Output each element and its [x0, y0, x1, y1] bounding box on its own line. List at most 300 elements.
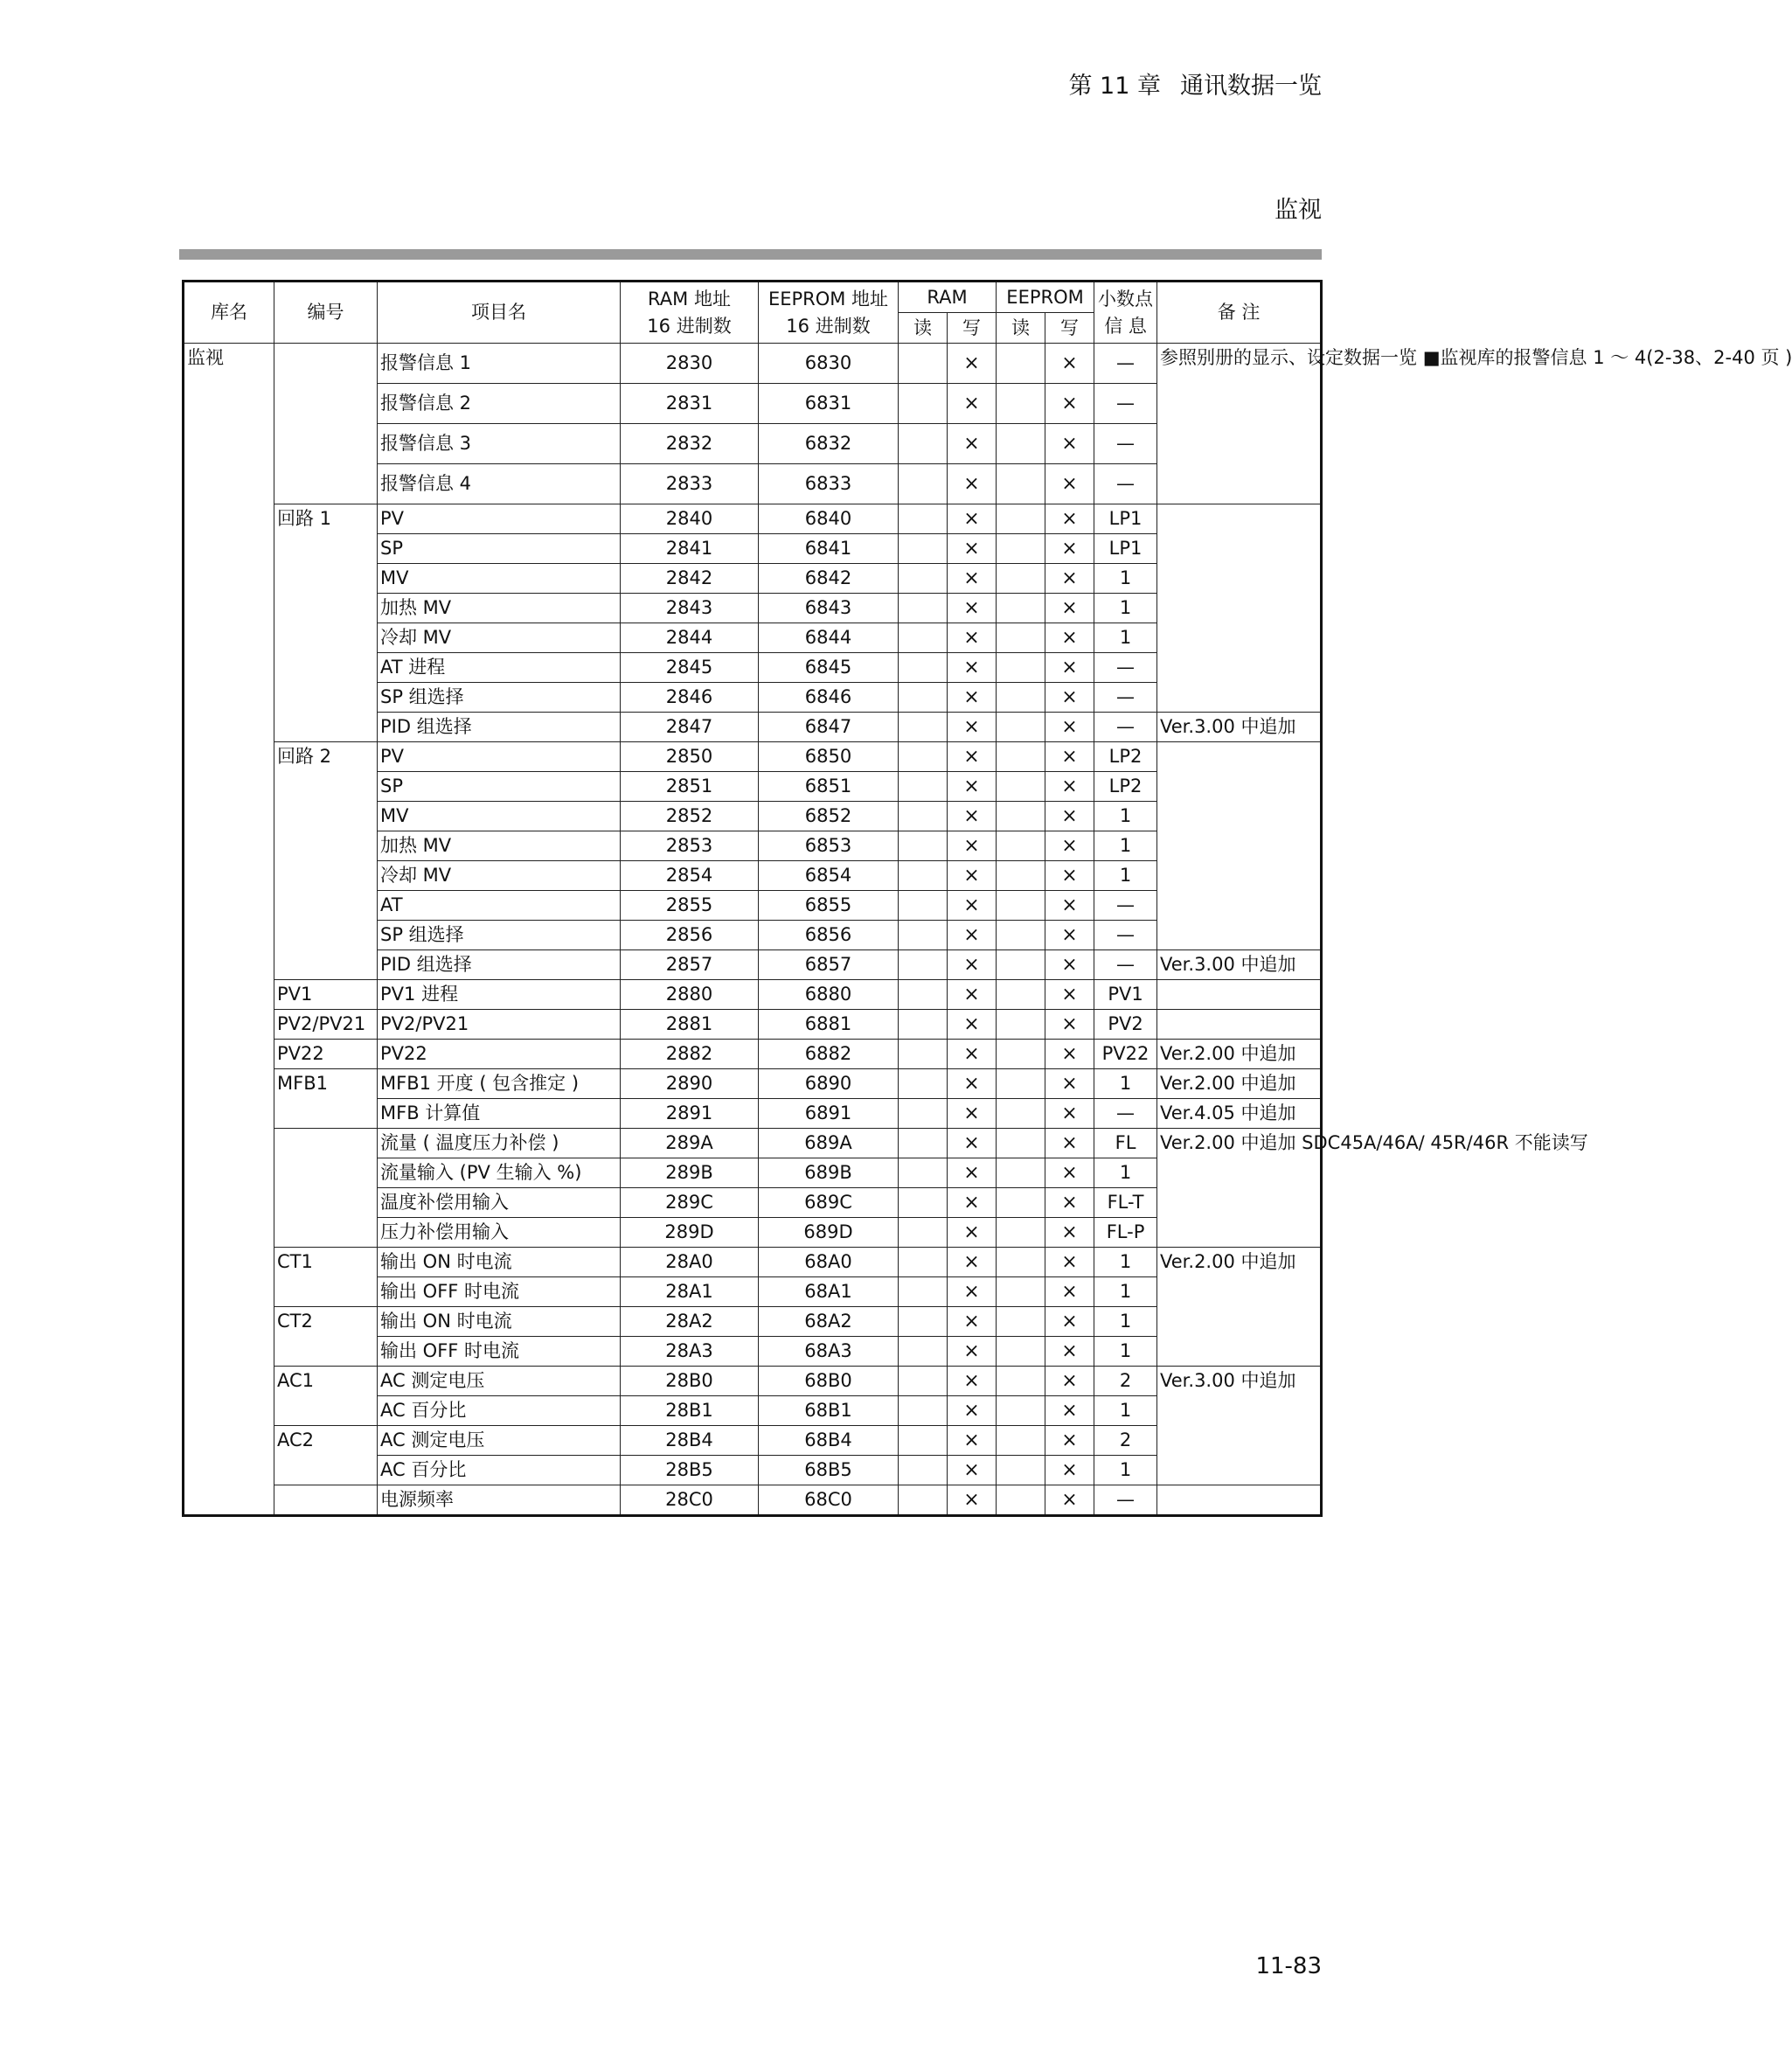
ram-address-cell: 28A1: [621, 1277, 759, 1307]
table-row: [184, 504, 1322, 534]
library-name-cell: 监视: [184, 344, 274, 1516]
ram-address-cell: 289A: [621, 1129, 759, 1158]
page-number: 11-83: [1255, 1953, 1322, 1979]
item-name-cell: PV1 进程: [378, 980, 621, 1010]
ram-read-cell: [899, 921, 948, 950]
eeprom-read-cell: [997, 623, 1045, 653]
ram-write-cell: ×: [948, 861, 997, 891]
ram-read-cell: [899, 594, 948, 623]
eeprom-read-cell: [997, 1337, 1045, 1367]
decimal-point-cell: 1: [1094, 1248, 1157, 1277]
header-ram-write: 写: [948, 313, 997, 344]
ram-write-cell: ×: [948, 1426, 997, 1456]
eeprom-read-cell: [997, 594, 1045, 623]
decimal-point-cell: LP2: [1094, 772, 1157, 802]
note-cell: [1157, 980, 1322, 1010]
decimal-point-cell: 1: [1094, 1158, 1157, 1188]
group-number-cell: [274, 1129, 378, 1248]
item-name-cell: AT 进程: [378, 653, 621, 683]
eeprom-read-cell: [997, 424, 1045, 464]
ram-address-cell: 289B: [621, 1158, 759, 1188]
group-number-cell: 回路 2: [274, 742, 378, 980]
decimal-point-cell: PV22: [1094, 1040, 1157, 1069]
ram-address-cell: 2830: [621, 344, 759, 384]
eeprom-write-cell: ×: [1045, 1040, 1094, 1069]
eeprom-read-cell: [997, 950, 1045, 980]
decimal-point-cell: —: [1094, 683, 1157, 713]
decimal-point-cell: 1: [1094, 1307, 1157, 1337]
item-name-cell: AT: [378, 891, 621, 921]
ram-address-cell: 2854: [621, 861, 759, 891]
eeprom-read-cell: [997, 831, 1045, 861]
item-name-cell: SP 组选择: [378, 921, 621, 950]
decimal-point-cell: PV2: [1094, 1010, 1157, 1040]
item-name-cell: PV: [378, 504, 621, 534]
ram-read-cell: [899, 1307, 948, 1337]
ram-address-cell: 2841: [621, 534, 759, 564]
ram-read-cell: [899, 683, 948, 713]
decimal-point-cell: 1: [1094, 1456, 1157, 1485]
ram-address-cell: 28B4: [621, 1426, 759, 1456]
decimal-point-cell: LP2: [1094, 742, 1157, 772]
eeprom-address-cell: 689C: [759, 1188, 899, 1218]
ram-read-cell: [899, 1367, 948, 1396]
eeprom-read-cell: [997, 683, 1045, 713]
eeprom-address-cell: 6851: [759, 772, 899, 802]
ram-write-cell: ×: [948, 1485, 997, 1516]
eeprom-write-cell: ×: [1045, 891, 1094, 921]
ram-write-cell: ×: [948, 980, 997, 1010]
eeprom-read-cell: [997, 1040, 1045, 1069]
ram-write-cell: ×: [948, 831, 997, 861]
eeprom-read-cell: [997, 1010, 1045, 1040]
ram-read-cell: [899, 891, 948, 921]
ram-read-cell: [899, 1396, 948, 1426]
note-cell: [1157, 1485, 1322, 1516]
ram-write-cell: ×: [948, 921, 997, 950]
eeprom-address-cell: 68A3: [759, 1337, 899, 1367]
ram-write-cell: ×: [948, 534, 997, 564]
decimal-point-cell: —: [1094, 713, 1157, 742]
decimal-point-cell: 2: [1094, 1367, 1157, 1396]
ram-read-cell: [899, 534, 948, 564]
eeprom-write-cell: ×: [1045, 802, 1094, 831]
decimal-point-cell: 1: [1094, 623, 1157, 653]
eeprom-read-cell: [997, 534, 1045, 564]
item-name-cell: 报警信息 1: [378, 344, 621, 384]
eeprom-read-cell: [997, 344, 1045, 384]
eeprom-address-cell: 6850: [759, 742, 899, 772]
ram-write-cell: ×: [948, 1337, 997, 1367]
decimal-point-cell: LP1: [1094, 504, 1157, 534]
eeprom-address-cell: 6844: [759, 623, 899, 653]
group-number-cell: [274, 344, 378, 504]
eeprom-address-cell: 6855: [759, 891, 899, 921]
eeprom-read-cell: [997, 564, 1045, 594]
decimal-point-cell: 1: [1094, 564, 1157, 594]
eeprom-write-cell: ×: [1045, 772, 1094, 802]
eeprom-read-cell: [997, 891, 1045, 921]
decimal-point-cell: 1: [1094, 1277, 1157, 1307]
ram-write-cell: ×: [948, 1158, 997, 1188]
eeprom-write-cell: ×: [1045, 1396, 1094, 1426]
ram-read-cell: [899, 1040, 948, 1069]
ram-address-cell: 28C0: [621, 1485, 759, 1516]
eeprom-address-cell: 6854: [759, 861, 899, 891]
ram-write-cell: ×: [948, 424, 997, 464]
item-name-cell: 输出 ON 时电流: [378, 1248, 621, 1277]
header-item: 项目名: [378, 282, 621, 344]
item-name-cell: 报警信息 4: [378, 464, 621, 504]
table-row: [184, 1129, 1322, 1158]
ram-address-cell: 2846: [621, 683, 759, 713]
decimal-point-cell: 1: [1094, 1069, 1157, 1099]
group-number-cell: MFB1: [274, 1069, 378, 1129]
eeprom-write-cell: ×: [1045, 1485, 1094, 1516]
eeprom-write-cell: ×: [1045, 653, 1094, 683]
ram-write-cell: ×: [948, 1069, 997, 1099]
eeprom-read-cell: [997, 1129, 1045, 1158]
ram-address-cell: 2891: [621, 1099, 759, 1129]
ram-address-cell: 2843: [621, 594, 759, 623]
ram-address-cell: 2850: [621, 742, 759, 772]
ram-address-cell: 2845: [621, 653, 759, 683]
group-number-cell: 回路 1: [274, 504, 378, 742]
ram-write-cell: ×: [948, 1099, 997, 1129]
ram-read-cell: [899, 1248, 948, 1277]
eeprom-write-cell: ×: [1045, 1099, 1094, 1129]
item-name-cell: PV: [378, 742, 621, 772]
ram-read-cell: [899, 464, 948, 504]
ram-write-cell: ×: [948, 1367, 997, 1396]
ram-write-cell: ×: [948, 464, 997, 504]
ram-read-cell: [899, 802, 948, 831]
ram-read-cell: [899, 653, 948, 683]
ram-read-cell: [899, 384, 948, 424]
note-cell: Ver.4.05 中追加: [1157, 1099, 1322, 1129]
eeprom-write-cell: ×: [1045, 950, 1094, 980]
eeprom-write-cell: ×: [1045, 464, 1094, 504]
item-name-cell: SP 组选择: [378, 683, 621, 713]
ram-address-cell: 2847: [621, 713, 759, 742]
group-number-cell: [274, 1485, 378, 1516]
eeprom-read-cell: [997, 1456, 1045, 1485]
group-number-cell: AC2: [274, 1426, 378, 1485]
note-cell: Ver.2.00 中追加: [1157, 1040, 1322, 1069]
ram-write-cell: ×: [948, 713, 997, 742]
ram-address-cell: 2831: [621, 384, 759, 424]
item-name-cell: MV: [378, 802, 621, 831]
ram-address-cell: 2853: [621, 831, 759, 861]
ram-address-cell: 28A2: [621, 1307, 759, 1337]
ram-address-cell: 2856: [621, 921, 759, 950]
item-name-cell: 冷却 MV: [378, 861, 621, 891]
eeprom-address-cell: 689D: [759, 1218, 899, 1248]
ram-read-cell: [899, 831, 948, 861]
eeprom-address-cell: 689B: [759, 1158, 899, 1188]
item-name-cell: 报警信息 2: [378, 384, 621, 424]
decimal-point-cell: 1: [1094, 1337, 1157, 1367]
eeprom-write-cell: ×: [1045, 1426, 1094, 1456]
decimal-point-cell: FL-P: [1094, 1218, 1157, 1248]
eeprom-write-cell: ×: [1045, 623, 1094, 653]
eeprom-address-cell: 6830: [759, 344, 899, 384]
eeprom-read-cell: [997, 1099, 1045, 1129]
ram-address-cell: 2833: [621, 464, 759, 504]
ram-address-cell: 289C: [621, 1188, 759, 1218]
ram-address-cell: 28A0: [621, 1248, 759, 1277]
ram-read-cell: [899, 980, 948, 1010]
group-number-cell: CT1: [274, 1248, 378, 1307]
item-name-cell: PV22: [378, 1040, 621, 1069]
ram-write-cell: ×: [948, 950, 997, 980]
ram-write-cell: ×: [948, 564, 997, 594]
table-row: [184, 742, 1322, 772]
decimal-point-cell: LP1: [1094, 534, 1157, 564]
decimal-point-cell: —: [1094, 424, 1157, 464]
eeprom-address-cell: 6840: [759, 504, 899, 534]
ram-address-cell: 28B1: [621, 1396, 759, 1426]
eeprom-write-cell: ×: [1045, 1010, 1094, 1040]
eeprom-address-cell: 6856: [759, 921, 899, 950]
eeprom-address-cell: 68B5: [759, 1456, 899, 1485]
note-cell: Ver.2.00 中追加: [1157, 1248, 1322, 1367]
eeprom-write-cell: ×: [1045, 980, 1094, 1010]
eeprom-read-cell: [997, 1396, 1045, 1426]
eeprom-address-cell: 6857: [759, 950, 899, 980]
eeprom-write-cell: ×: [1045, 861, 1094, 891]
ram-read-cell: [899, 504, 948, 534]
eeprom-read-cell: [997, 653, 1045, 683]
header-row: [184, 282, 1322, 313]
ram-write-cell: ×: [948, 1307, 997, 1337]
ram-read-cell: [899, 772, 948, 802]
decimal-point-cell: FL-T: [1094, 1188, 1157, 1218]
eeprom-read-cell: [997, 713, 1045, 742]
eeprom-address-cell: 6890: [759, 1069, 899, 1099]
table-row: [184, 1307, 1322, 1337]
header-ram: RAM: [899, 282, 997, 313]
group-number-cell: PV2/PV21: [274, 1010, 378, 1040]
eeprom-address-cell: 68C0: [759, 1485, 899, 1516]
ram-address-cell: 28B0: [621, 1367, 759, 1396]
ram-read-cell: [899, 1158, 948, 1188]
eeprom-read-cell: [997, 1485, 1045, 1516]
header-eeprom: EEPROM: [997, 282, 1094, 313]
header-decimal-point: 小数点 信 息: [1094, 282, 1157, 344]
header-eeprom-address: EEPROM 地址 16 进制数: [759, 282, 899, 344]
eeprom-write-cell: ×: [1045, 534, 1094, 564]
ram-address-cell: 2855: [621, 891, 759, 921]
ram-write-cell: ×: [948, 1129, 997, 1158]
decimal-point-cell: —: [1094, 344, 1157, 384]
ram-read-cell: [899, 1218, 948, 1248]
chapter-heading: [1068, 66, 1322, 101]
item-name-cell: 输出 OFF 时电流: [378, 1337, 621, 1367]
eeprom-address-cell: 68B1: [759, 1396, 899, 1426]
eeprom-write-cell: ×: [1045, 1307, 1094, 1337]
ram-write-cell: ×: [948, 1188, 997, 1218]
ram-write-cell: ×: [948, 1277, 997, 1307]
eeprom-read-cell: [997, 1248, 1045, 1277]
chapter-title: 通讯数据一览: [1180, 73, 1322, 100]
decimal-point-cell: —: [1094, 384, 1157, 424]
table-row: [184, 1485, 1322, 1516]
ram-read-cell: [899, 1277, 948, 1307]
ram-read-cell: [899, 713, 948, 742]
ram-read-cell: [899, 861, 948, 891]
eeprom-write-cell: ×: [1045, 504, 1094, 534]
decimal-point-cell: —: [1094, 1485, 1157, 1516]
eeprom-read-cell: [997, 1307, 1045, 1337]
ram-read-cell: [899, 1069, 948, 1099]
item-name-cell: 报警信息 3: [378, 424, 621, 464]
item-name-cell: 温度补偿用输入: [378, 1188, 621, 1218]
eeprom-address-cell: 68A2: [759, 1307, 899, 1337]
ram-write-cell: ×: [948, 504, 997, 534]
item-name-cell: 流量 ( 温度压力补偿 ): [378, 1129, 621, 1158]
eeprom-address-cell: 6847: [759, 713, 899, 742]
ram-write-cell: ×: [948, 594, 997, 623]
eeprom-address-cell: 6880: [759, 980, 899, 1010]
decimal-point-cell: —: [1094, 891, 1157, 921]
eeprom-read-cell: [997, 980, 1045, 1010]
ram-write-cell: ×: [948, 683, 997, 713]
ram-write-cell: ×: [948, 623, 997, 653]
eeprom-read-cell: [997, 742, 1045, 772]
ram-address-cell: 2832: [621, 424, 759, 464]
item-name-cell: AC 百分比: [378, 1396, 621, 1426]
note-cell: Ver.3.00 中追加: [1157, 950, 1322, 980]
ram-read-cell: [899, 424, 948, 464]
ram-write-cell: ×: [948, 384, 997, 424]
item-name-cell: MV: [378, 564, 621, 594]
eeprom-write-cell: ×: [1045, 344, 1094, 384]
ram-write-cell: ×: [948, 1040, 997, 1069]
item-name-cell: 加热 MV: [378, 594, 621, 623]
item-name-cell: 压力补偿用输入: [378, 1218, 621, 1248]
item-name-cell: AC 测定电压: [378, 1367, 621, 1396]
ram-read-cell: [899, 564, 948, 594]
ram-address-cell: 2857: [621, 950, 759, 980]
item-name-cell: PV2/PV21: [378, 1010, 621, 1040]
table-row: [184, 980, 1322, 1010]
eeprom-address-cell: 6852: [759, 802, 899, 831]
decimal-point-cell: 1: [1094, 802, 1157, 831]
ram-write-cell: ×: [948, 742, 997, 772]
eeprom-write-cell: ×: [1045, 1277, 1094, 1307]
item-name-cell: 输出 OFF 时电流: [378, 1277, 621, 1307]
eeprom-address-cell: 6846: [759, 683, 899, 713]
decimal-point-cell: 1: [1094, 594, 1157, 623]
ram-address-cell: 2882: [621, 1040, 759, 1069]
eeprom-address-cell: 68B0: [759, 1367, 899, 1396]
eeprom-read-cell: [997, 1188, 1045, 1218]
communication-data-table: [182, 280, 1792, 1517]
eeprom-read-cell: [997, 1158, 1045, 1188]
note-cell: [1157, 742, 1322, 950]
decimal-point-cell: —: [1094, 464, 1157, 504]
eeprom-address-cell: 6891: [759, 1099, 899, 1129]
eeprom-write-cell: ×: [1045, 1188, 1094, 1218]
eeprom-read-cell: [997, 384, 1045, 424]
eeprom-write-cell: ×: [1045, 1367, 1094, 1396]
eeprom-write-cell: ×: [1045, 424, 1094, 464]
ram-write-cell: ×: [948, 344, 997, 384]
ram-read-cell: [899, 1099, 948, 1129]
eeprom-write-cell: ×: [1045, 384, 1094, 424]
eeprom-write-cell: ×: [1045, 1158, 1094, 1188]
eeprom-address-cell: 68A0: [759, 1248, 899, 1277]
header-eeprom-write: 写: [1045, 313, 1094, 344]
eeprom-read-cell: [997, 1367, 1045, 1396]
ram-write-cell: ×: [948, 653, 997, 683]
eeprom-address-cell: 6881: [759, 1010, 899, 1040]
item-name-cell: SP: [378, 534, 621, 564]
ram-address-cell: 2881: [621, 1010, 759, 1040]
item-name-cell: SP: [378, 772, 621, 802]
ram-read-cell: [899, 1010, 948, 1040]
eeprom-write-cell: ×: [1045, 683, 1094, 713]
item-name-cell: AC 测定电压: [378, 1426, 621, 1456]
ram-read-cell: [899, 1188, 948, 1218]
eeprom-address-cell: 6853: [759, 831, 899, 861]
eeprom-address-cell: 6833: [759, 464, 899, 504]
table-row: [184, 1069, 1322, 1099]
eeprom-read-cell: [997, 802, 1045, 831]
eeprom-write-cell: ×: [1045, 1248, 1094, 1277]
ram-write-cell: ×: [948, 1248, 997, 1277]
ram-address-cell: 2880: [621, 980, 759, 1010]
header-note: 备 注: [1157, 282, 1322, 344]
decimal-point-cell: 1: [1094, 1396, 1157, 1426]
eeprom-write-cell: ×: [1045, 1218, 1094, 1248]
note-cell: Ver.3.00 中追加: [1157, 713, 1322, 742]
eeprom-address-cell: 6841: [759, 534, 899, 564]
note-cell: 参照别册的显示、设定数据一览 ■监视库的报警信息 1 ～ 4(2-38、2-40 页 ): [1157, 344, 1322, 504]
group-number-cell: PV1: [274, 980, 378, 1010]
header-library: 库名: [184, 282, 274, 344]
eeprom-read-cell: [997, 1218, 1045, 1248]
item-name-cell: 输出 ON 时电流: [378, 1307, 621, 1337]
ram-read-cell: [899, 1129, 948, 1158]
section-title: 监视: [1275, 197, 1322, 224]
eeprom-write-cell: ×: [1045, 1129, 1094, 1158]
eeprom-write-cell: ×: [1045, 742, 1094, 772]
ram-address-cell: 289D: [621, 1218, 759, 1248]
item-name-cell: PID 组选择: [378, 950, 621, 980]
ram-write-cell: ×: [948, 1218, 997, 1248]
note-cell: Ver.2.00 中追加 SDC45A/46A/ 45R/46R 不能读写: [1157, 1129, 1322, 1248]
item-name-cell: 冷却 MV: [378, 623, 621, 653]
ram-read-cell: [899, 1337, 948, 1367]
ram-read-cell: [899, 623, 948, 653]
decimal-point-cell: —: [1094, 950, 1157, 980]
item-name-cell: AC 百分比: [378, 1456, 621, 1485]
ram-read-cell: [899, 1485, 948, 1516]
item-name-cell: 电源频率: [378, 1485, 621, 1516]
eeprom-read-cell: [997, 504, 1045, 534]
eeprom-address-cell: 6845: [759, 653, 899, 683]
ram-read-cell: [899, 950, 948, 980]
ram-read-cell: [899, 344, 948, 384]
ram-write-cell: ×: [948, 802, 997, 831]
ram-address-cell: 2852: [621, 802, 759, 831]
table-row: [184, 1248, 1322, 1277]
eeprom-write-cell: ×: [1045, 921, 1094, 950]
eeprom-write-cell: ×: [1045, 1337, 1094, 1367]
ram-address-cell: 2842: [621, 564, 759, 594]
